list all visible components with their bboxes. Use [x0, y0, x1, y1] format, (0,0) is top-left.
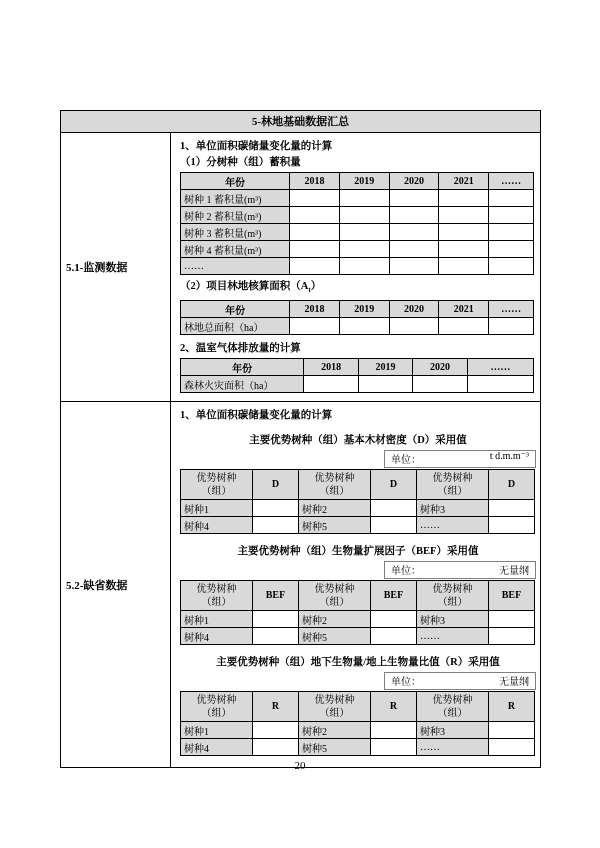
table-title: 5-林地基础数据汇总	[61, 111, 540, 133]
value-header-cell: R	[371, 692, 417, 722]
row-label-cell: 树种 3 蓄积量(m³)	[181, 224, 290, 241]
table-row	[181, 224, 534, 241]
data-cell	[389, 224, 439, 241]
unit-row	[180, 561, 536, 579]
data-cell	[389, 190, 439, 207]
row-label-cell: 林地总面积（ha）	[181, 318, 290, 335]
year-header-cell: 年份	[181, 359, 304, 376]
value-header-cell: BEF	[371, 581, 417, 611]
row-label-cell: 树种 1 蓄积量(m³)	[181, 190, 290, 207]
table-header-row	[181, 470, 535, 500]
data-cell	[339, 258, 389, 275]
data-cell	[371, 517, 417, 534]
subheading-project-area	[180, 279, 534, 298]
data-cell	[339, 241, 389, 258]
table-row	[181, 628, 535, 645]
subheading-project-area-text: （2）项目林地核算面积（A	[180, 281, 309, 292]
forest-area-table	[180, 300, 534, 335]
species-header-cell	[181, 581, 253, 611]
species-label-cell: 树种4	[181, 739, 253, 756]
unit-value: t d.m.m⁻³	[489, 451, 529, 463]
heading-carbon-stock-calc: 1、单位面积碳储量变化量的计算	[180, 410, 333, 422]
species-header-text: 优势树种（组）	[432, 583, 473, 608]
bef-table	[180, 580, 535, 645]
species-volume-table	[180, 172, 534, 275]
species-header-cell	[299, 470, 371, 500]
species-header-text: 优势树种（组）	[196, 583, 237, 608]
data-cell	[339, 318, 389, 335]
section-5-1	[61, 133, 540, 402]
block-title: 主要优势树种（组）地下生物量/地上生物量比值（R）采用值	[216, 657, 500, 669]
year-cell: 2020	[413, 359, 467, 376]
subheading-project-area-close: ）	[310, 281, 322, 292]
section-5-1-content	[171, 133, 540, 401]
data-cell	[489, 224, 534, 241]
table-row	[181, 258, 534, 275]
section-5-2-label: 5.2-缺省数据	[61, 402, 171, 767]
year-cell: 2019	[339, 173, 389, 190]
data-cell	[439, 318, 489, 335]
table-row	[181, 739, 535, 756]
data-cell	[253, 739, 299, 756]
species-label-cell: 树种3	[417, 611, 489, 628]
data-cell	[253, 722, 299, 739]
data-cell	[489, 611, 535, 628]
species-header-text: 优势树种（组）	[314, 472, 355, 497]
table-row	[181, 207, 534, 224]
data-cell	[371, 611, 417, 628]
species-header-cell	[181, 470, 253, 500]
root-shoot-ratio-table	[180, 691, 535, 756]
species-label-cell: 树种2	[299, 722, 371, 739]
data-cell	[439, 258, 489, 275]
data-cell	[489, 207, 534, 224]
value-header-cell: R	[489, 692, 535, 722]
row-label-cell: 树种 2 蓄积量(m³)	[181, 207, 290, 224]
year-header-cell: 年份	[181, 301, 290, 318]
data-cell	[413, 376, 467, 393]
year-cell: 2020	[389, 301, 439, 318]
species-header-cell	[299, 581, 371, 611]
table-row	[181, 722, 535, 739]
species-label-cell: 树种1	[181, 500, 253, 517]
block-bef	[180, 543, 536, 645]
data-cell	[290, 190, 340, 207]
value-header-cell: D	[253, 470, 299, 500]
summary-table-5	[60, 110, 541, 768]
data-cell	[389, 207, 439, 224]
unit-value: 无量纲	[499, 566, 529, 578]
data-cell	[339, 207, 389, 224]
subscript-t: t	[308, 286, 311, 295]
data-cell	[389, 318, 439, 335]
unit-row	[180, 672, 536, 690]
species-header-cell	[299, 692, 371, 722]
data-cell	[489, 241, 534, 258]
year-cell: 2021	[439, 301, 489, 318]
year-cell: 2018	[290, 301, 340, 318]
data-cell	[290, 207, 340, 224]
data-cell	[339, 224, 389, 241]
species-header-text: 优势树种（组）	[196, 694, 237, 719]
year-header-cell: 年份	[181, 173, 290, 190]
block-wood-density	[180, 432, 536, 534]
year-cell: 2018	[290, 173, 340, 190]
unit-box	[384, 450, 536, 468]
year-cell: 2020	[389, 173, 439, 190]
data-cell	[439, 190, 489, 207]
species-header-cell	[181, 692, 253, 722]
row-label-cell: 森林火灾面积（ha）	[181, 376, 304, 393]
species-label-cell: 树种3	[417, 722, 489, 739]
data-cell	[371, 722, 417, 739]
forest-fire-table	[180, 358, 534, 393]
value-header-cell: D	[489, 470, 535, 500]
ellipsis-header-cell: ……	[467, 359, 533, 376]
data-cell	[439, 207, 489, 224]
table-header-row	[181, 359, 534, 376]
ellipsis-header-cell: ……	[489, 173, 534, 190]
heading-carbon-stock-calc: 1、单位面积碳储量变化量的计算	[180, 141, 333, 152]
value-header-cell: BEF	[489, 581, 535, 611]
species-label-cell: 树种5	[299, 628, 371, 645]
data-cell	[290, 318, 340, 335]
data-cell	[253, 500, 299, 517]
table-header-row	[181, 581, 535, 611]
section-5-1-label: 5.1-监测数据	[61, 133, 171, 401]
unit-label: 单位：	[391, 455, 421, 467]
species-label-cell: 树种1	[181, 722, 253, 739]
row-label-cell: 树种 4 蓄积量(m³)	[181, 241, 290, 258]
species-label-cell: 树种5	[299, 517, 371, 534]
value-header-cell: D	[371, 470, 417, 500]
section-5-2	[61, 402, 540, 767]
data-cell	[290, 258, 340, 275]
year-cell: 2018	[304, 359, 358, 376]
data-cell	[489, 739, 535, 756]
data-cell	[339, 190, 389, 207]
table-row	[181, 318, 534, 335]
data-cell	[467, 376, 533, 393]
species-label-cell: 树种4	[181, 628, 253, 645]
year-cell: 2019	[339, 301, 389, 318]
table-row	[181, 517, 535, 534]
species-header-cell	[417, 692, 489, 722]
table-header-row	[181, 692, 535, 722]
table-header-row	[181, 301, 534, 318]
row-label-cell: ……	[181, 258, 290, 275]
table-row	[181, 376, 534, 393]
species-label-cell: 树种1	[181, 611, 253, 628]
unit-label: 单位：	[391, 566, 421, 578]
species-header-cell	[417, 470, 489, 500]
unit-box	[384, 561, 536, 579]
year-cell: 2021	[439, 173, 489, 190]
unit-label: 单位：	[391, 677, 421, 689]
block-title: 主要优势树种（组）生物量扩展因子（BEF）采用值	[237, 546, 479, 558]
species-label-cell: 树种2	[299, 500, 371, 517]
data-cell	[489, 517, 535, 534]
unit-value: 无量纲	[499, 677, 529, 689]
data-cell	[439, 224, 489, 241]
data-cell	[439, 241, 489, 258]
species-header-text: 优势树种（组）	[432, 472, 473, 497]
section-5-2-content	[171, 402, 542, 767]
data-cell	[489, 628, 535, 645]
species-label-cell: 树种2	[299, 611, 371, 628]
data-cell	[489, 190, 534, 207]
data-cell	[290, 241, 340, 258]
species-label-cell: ……	[417, 628, 489, 645]
data-cell	[389, 241, 439, 258]
species-label-cell: ……	[417, 739, 489, 756]
species-header-cell	[417, 581, 489, 611]
species-header-text: 优势树种（组）	[432, 694, 473, 719]
unit-row	[180, 450, 536, 468]
table-header-row	[181, 173, 534, 190]
ellipsis-header-cell: ……	[489, 301, 534, 318]
table-row	[181, 611, 535, 628]
table-row	[181, 190, 534, 207]
species-label-cell: 树种5	[299, 739, 371, 756]
data-cell	[358, 376, 412, 393]
species-header-text: 优势树种（组）	[196, 472, 237, 497]
block-title: 主要优势树种（组）基本木材密度（D）采用值	[249, 435, 467, 447]
data-cell	[253, 628, 299, 645]
block-root-shoot-ratio	[180, 654, 536, 756]
data-cell	[489, 500, 535, 517]
species-header-text: 优势树种（组）	[314, 694, 355, 719]
year-cell: 2019	[358, 359, 412, 376]
data-cell	[304, 376, 358, 393]
species-label-cell: ……	[417, 517, 489, 534]
page-number: 20	[294, 760, 306, 772]
data-cell	[253, 611, 299, 628]
species-label-cell: 树种4	[181, 517, 253, 534]
data-cell	[371, 739, 417, 756]
species-header-text: 优势树种（组）	[314, 583, 355, 608]
unit-box	[384, 672, 536, 690]
data-cell	[371, 628, 417, 645]
data-cell	[489, 722, 535, 739]
table-row	[181, 241, 534, 258]
data-cell	[371, 500, 417, 517]
table-row	[181, 500, 535, 517]
data-cell	[489, 258, 534, 275]
subheading-species-volume: （1）分树种（组）蓄积量	[180, 157, 301, 168]
species-label-cell: 树种3	[417, 500, 489, 517]
data-cell	[489, 318, 534, 335]
heading-ghg-emission: 2、温室气体排放量的计算	[180, 343, 301, 355]
value-header-cell: R	[253, 692, 299, 722]
data-cell	[389, 258, 439, 275]
data-cell	[290, 224, 340, 241]
value-header-cell: BEF	[253, 581, 299, 611]
data-cell	[253, 517, 299, 534]
wood-density-table	[180, 469, 535, 534]
